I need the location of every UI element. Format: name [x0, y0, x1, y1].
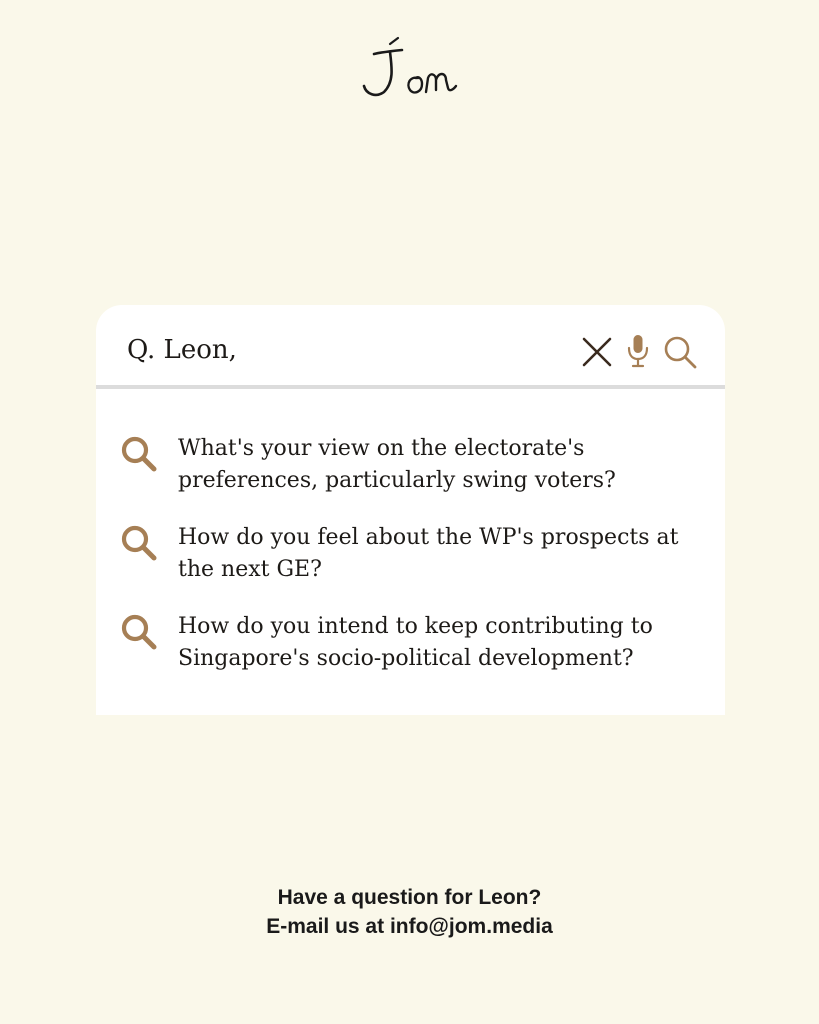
suggestion-item[interactable] [120, 522, 700, 592]
search-icon [120, 524, 158, 562]
suggestion-text: What's your view on the electorate's preferences, particularly swing voters? [178, 436, 616, 493]
search-bar[interactable] [96, 305, 725, 389]
suggestion-item[interactable] [120, 611, 700, 681]
footer-contact [0, 883, 819, 941]
search-icon [120, 613, 158, 651]
jom-logo [350, 22, 470, 106]
search-divider [96, 385, 725, 389]
suggestion-item[interactable] [120, 433, 700, 503]
search-query-text[interactable]: Q. Leon, [127, 335, 237, 365]
microphone-icon[interactable] [626, 333, 650, 369]
suggestion-text: How do you feel about the WP's prospects at the next GE? [178, 525, 679, 582]
search-card [96, 305, 725, 715]
footer-email-line: E-mail us at info@jom.media [266, 915, 553, 938]
search-icon[interactable] [662, 334, 698, 370]
footer-question: Have a question for Leon? [277, 886, 542, 909]
search-icon [120, 435, 158, 473]
suggestion-text: How do you intend to keep contributing to Singapore's socio-political development? [178, 614, 653, 671]
close-icon[interactable] [580, 335, 614, 369]
